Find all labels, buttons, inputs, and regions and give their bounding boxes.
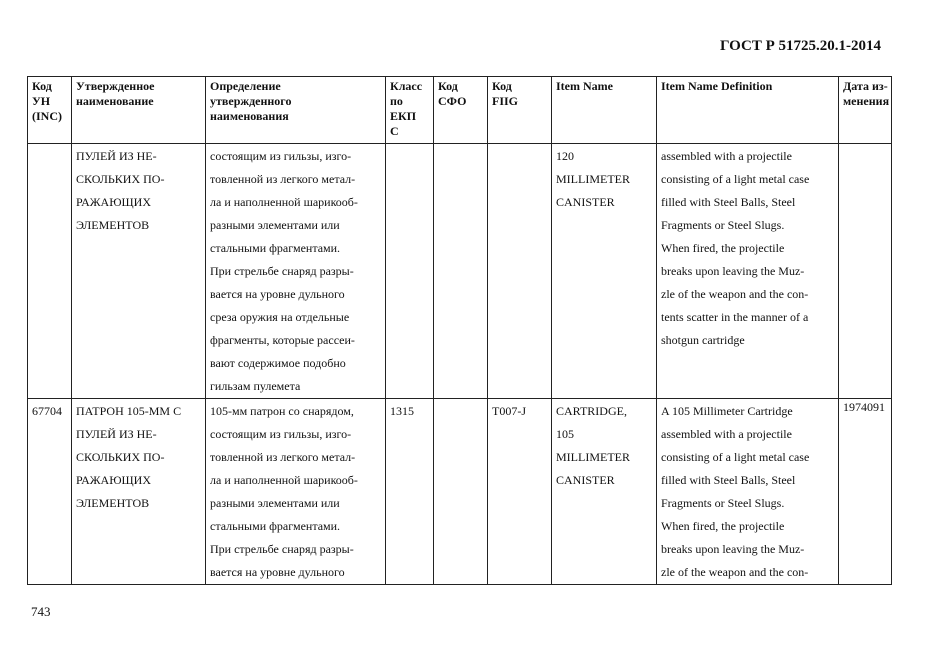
catalog-table xyxy=(27,76,892,585)
cell-approved-name: ПАТРОН 105-ММ С ПУЛЕЙ ИЗ НЕ- СКОЛЬКИХ ПО- РАЖАЮЩИХ ЭЛЕМЕНТОВ xyxy=(72,399,206,585)
header-approved-name: Утвержденное наименование xyxy=(72,77,206,144)
cell-code-fiig: T007-J xyxy=(488,399,552,585)
cell-item-name: CARTRIDGE, 105 MILLIMETER CANISTER xyxy=(552,399,657,585)
cell-change-date: 1974091 xyxy=(839,399,892,585)
table-row xyxy=(28,399,892,585)
cell-class-ekps: 1315 xyxy=(386,399,434,585)
cell-definition: состоящим из гильзы, изго- товленной из легкого метал- ла и наполненной шарикооб- разными элементами или стальными фрагментами. При стрельбе снаряд разры- вается на уровне дульного среза оружия на отдельные фрагменты, которые рассеи- вают содержимое подобно гильзам пулемета xyxy=(206,144,386,399)
header-code-fiig: Код FIIG xyxy=(488,77,552,144)
cell-code-un xyxy=(28,144,72,399)
header-definition: Определение утвержденного наименования xyxy=(206,77,386,144)
cell-code-fiig xyxy=(488,144,552,399)
document-title: ГОСТ Р 51725.20.1-2014 xyxy=(720,38,882,54)
header-code-sfo: Код СФО xyxy=(434,77,488,144)
cell-item-name-definition: A 105 Millimeter Cartridge assembled with a projectile consisting of a light metal case filled with Steel Balls, Steel Fragments or Steel Slugs. When fired, the projectile breaks upon leaving the Muz- zle of the weapon and the con- xyxy=(657,399,839,585)
header-class-ekps: Класс по ЕКП С xyxy=(386,77,434,144)
cell-code-sfo xyxy=(434,144,488,399)
cell-definition: 105-мм патрон со снарядом, состоящим из гильзы, изго- товленной из легкого метал- ла и наполненной шарикооб- разными элементами или стальными фрагментами. При стрельбе снаряд разры- вается на уровне дульного xyxy=(206,399,386,585)
header-item-name-definition: Item Name Definition xyxy=(657,77,839,144)
cell-code-sfo xyxy=(434,399,488,585)
cell-approved-name: ПУЛЕЙ ИЗ НЕ- СКОЛЬКИХ ПО- РАЖАЮЩИХ ЭЛЕМЕНТОВ xyxy=(72,144,206,399)
cell-item-name: 120 MILLIMETER CANISTER xyxy=(552,144,657,399)
header-code-un: Код УН (INC) xyxy=(28,77,72,144)
page-number: 743 xyxy=(31,604,51,619)
header-item-name: Item Name xyxy=(552,77,657,144)
cell-class-ekps xyxy=(386,144,434,399)
cell-code-un: 67704 xyxy=(28,399,72,585)
table-header-row xyxy=(28,77,892,144)
header-change-date: Дата из- менения xyxy=(839,77,892,144)
cell-change-date xyxy=(839,144,892,399)
cell-item-name-definition: assembled with a projectile consisting of a light metal case filled with Steel Balls, Steel Fragments or Steel Slugs. When fired, the projectile breaks upon leaving the Muz- zle of the weapon and the con- tents scatter in the manner of a shotgun cartridge xyxy=(657,144,839,399)
table-row xyxy=(28,144,892,399)
